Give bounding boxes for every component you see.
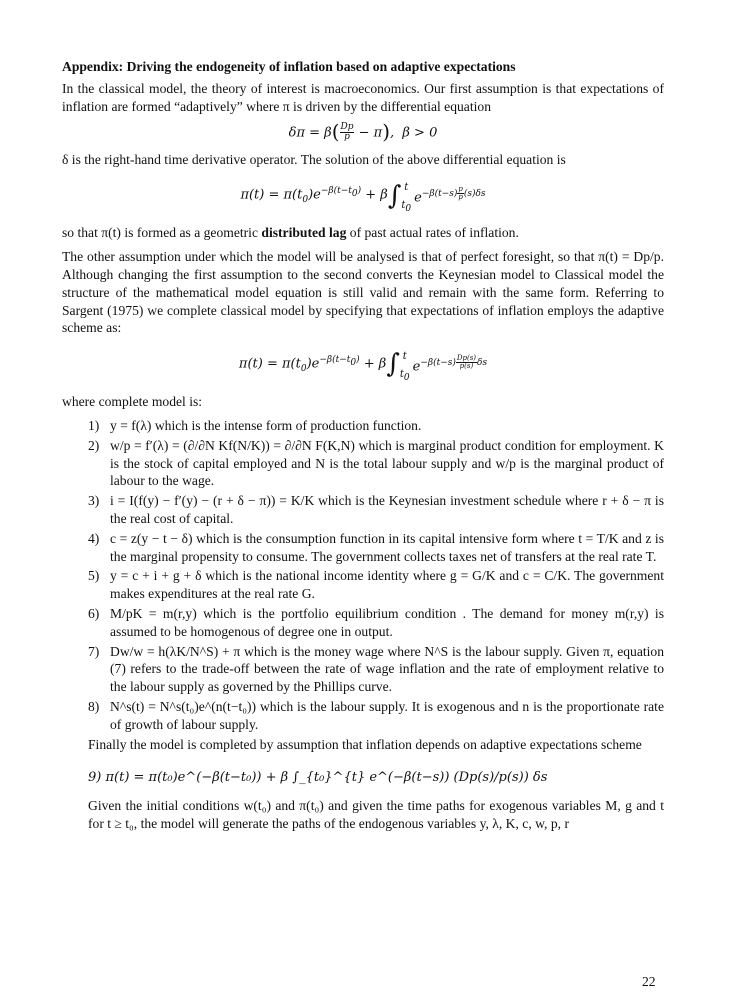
list-item: 1) y = f(λ) which is the intense form of production function. <box>88 418 422 434</box>
list-item: 8) N^s(t) = N^s(t₀)e^(n(t−t₀)) which is the labour supply. It is exogenous and n is the proportionate rate of growth of labour supply. <box>88 699 664 732</box>
model-equation-list <box>62 417 664 734</box>
list-item: 7) Dw/w = h(λK/N^S) + π which is the money wage where N^S is the labour supply. Given π, equation (7) refers to the trade-off between the rate of wage inflation and the rate of employment relative to the labour supply as governed by the Phillips curve. <box>88 643 664 695</box>
paragraph-6: Finally the model is completed by assumption that inflation depends on adaptive expectations scheme <box>88 736 642 752</box>
list-item: 2) w/p = f′(λ) = (∂/∂N Kf(N/K)) = ∂/∂N F(K,N) which is marginal product condition for employment. K is the stock of capital employed and N is the total labour supply and w/p is the marginal product of labour to the wage. <box>88 437 664 489</box>
list-item: 4) c = z(y − t − δ) which is the consumption function in its capital intensive form where t = T/K and z is the marginal propensity to consume. The government collects taxes net of transfers at the real rate T. <box>88 530 664 564</box>
paragraph-3: so that π(t) is formed as a geometric distributed lag of past actual rates of inflation. <box>62 225 519 241</box>
paragraph-4: The other assumption under which the model will be analysed is that of perfect foresight, so that π(t) = Dp/p. Although changing the first assumption to the second converts the Keynesian model to Classical model the structure of the mathematical model equation is still valid and remain with the same form. Referring to Sargent (1975) we complete classical model by specifying that expectations of inflation employs the adaptive scheme as: <box>62 249 664 336</box>
paragraph-7: Given the initial conditions w(t₀) and π(t₀) and given the time paths for exogenous variables M, g and t for t ≥ t₀, the model will generate the paths of the endogenous variables y, λ, K, c, w, p, r <box>88 798 664 831</box>
page-number: 22 <box>642 974 656 989</box>
section-heading: Appendix: Driving the endogeneity of inflation based on adaptive expectations <box>62 59 516 74</box>
list-item: 3) i = I(f(y) − f′(y) − (r + δ − π)) = K/K which is the Keynesian investment schedule where r + δ − π is the real cost of capital. <box>88 493 664 527</box>
paragraph-2: δ is the right-hand time derivative operator. The solution of the above differential equation is <box>62 151 566 167</box>
equation-9: 9) π(t) = π(t₀)e^(−β(t−t₀)) + β ∫_{t₀}^{t} e^(−β(t−s)) (Dp(s)/p(s)) δs <box>88 770 548 786</box>
equation-2: $\pi(t) = \pi(t_0)e^{-\beta(t-t_0)} + \beta$ ∫ t $t_0$ $e^{-\beta(t-s) \frac{p}{p} (s)\delta s}$ <box>240 180 486 215</box>
equation-1: δπ = β( $\frac{Dp}{p}$ − π), β > 0 <box>288 119 438 144</box>
list-item: 6) M/pK = m(r,y) which is the portfolio equilibrium condition . The demand for money m(r,y) is assumed to be homogenous of degree one in output. <box>88 606 664 639</box>
paragraph-1: In the classical model, the theory of interest is macroeconomics. Our first assumption is that expectations of inflation are formed “adaptively” where π is driven by the differential equation <box>62 80 664 114</box>
paragraph-5: where complete model is: <box>62 394 203 410</box>
list-item: 5) y = c + i + g + δ which is the national income identity where g = G/K and c = C/K. The government makes expenditures at the real rate G. <box>88 568 664 602</box>
equation-3: $\pi(t) = \pi(t_0)e^{-\beta(t-t_0)} + \beta$ ∫ t $t_0$ $e^{-\beta(t-s) \frac{Dp(s)}{p(s)} \delta s}$ <box>238 349 488 384</box>
appendix-page <box>62 58 664 833</box>
